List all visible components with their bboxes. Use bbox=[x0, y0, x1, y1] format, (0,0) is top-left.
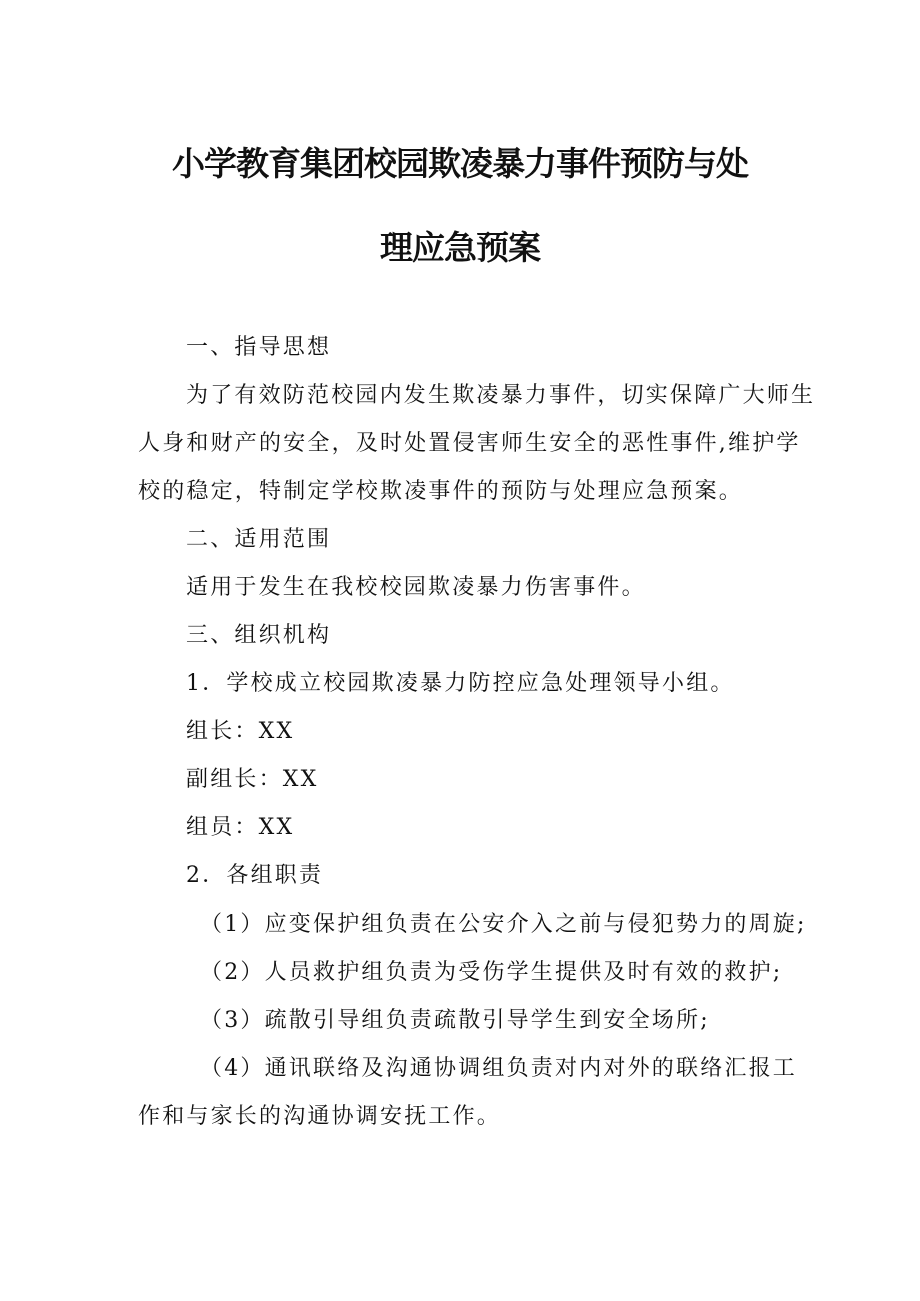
paragraph-line: 为了有效防范校园内发生欺凌暴力事件，切实保障广大师生 bbox=[186, 383, 816, 408]
paragraph-line: 适用于发生在我校校园欺凌暴力伤害事件。 bbox=[186, 575, 646, 600]
paragraph-line: 人身和财产的安全，及时处置侵害师生安全的恶性事件,维护学 bbox=[138, 431, 801, 456]
numbered-item: 1．学校成立校园欺凌暴力防控应急处理领导小组。 bbox=[186, 671, 735, 696]
duty-item: （3）疏散引导组负责疏散引导学生到安全场所; bbox=[200, 1008, 710, 1033]
duty-item: （4）通讯联络及沟通协调组负责对内对外的联络汇报工 bbox=[200, 1056, 797, 1081]
section-heading-guiding-ideology: 一、指导思想 bbox=[186, 335, 332, 360]
document-title-line-1: 小学教育集团校园欺凌暴力事件预防与处 bbox=[172, 144, 748, 183]
member-line-deputy-leader: 副组长：XX bbox=[186, 767, 319, 792]
member-line-leader: 组长：XX bbox=[186, 719, 295, 744]
section-heading-scope: 二、适用范围 bbox=[186, 527, 332, 552]
duty-item: （2）人员救护组负责为受伤学生提供及时有效的救护; bbox=[200, 960, 783, 985]
section-heading-organization: 三、组织机构 bbox=[186, 623, 332, 648]
paragraph-line: 校的稳定，特制定学校欺凌事件的预防与处理应急预案。 bbox=[138, 479, 744, 504]
numbered-item: 2．各组职责 bbox=[186, 863, 324, 888]
member-line-members: 组员：XX bbox=[186, 815, 295, 840]
paragraph-line: 作和与家长的沟通协调安抚工作。 bbox=[138, 1104, 502, 1129]
duty-item: （1）应变保护组负责在公安介入之前与侵犯势力的周旋; bbox=[200, 912, 807, 937]
document-title-line-2: 理应急预案 bbox=[380, 228, 540, 267]
